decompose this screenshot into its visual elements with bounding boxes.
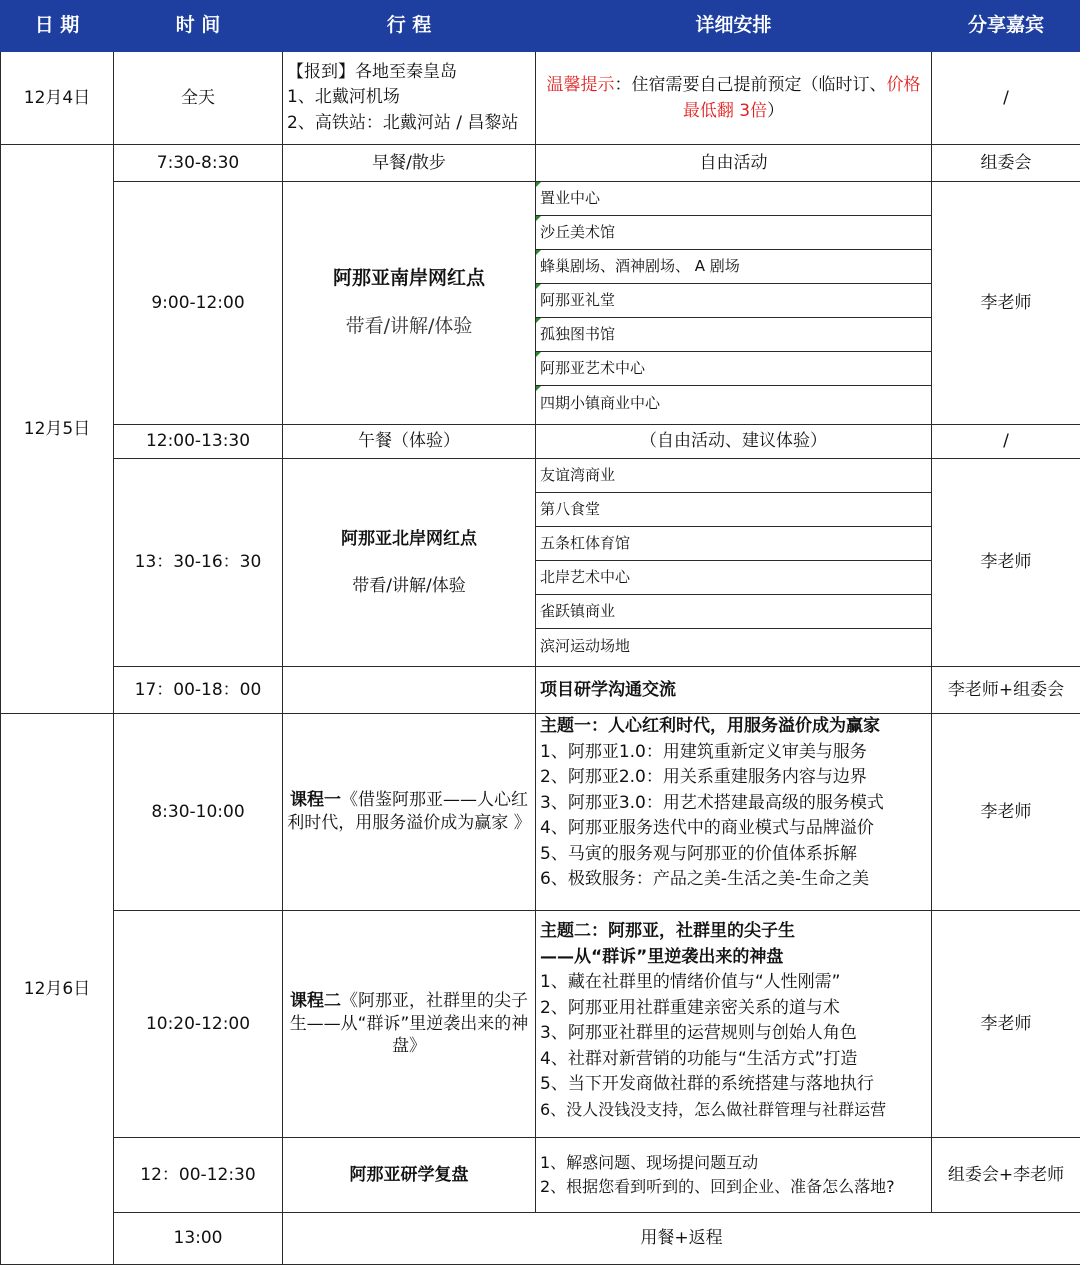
topic-point: 1、阿那亚1.0：用建筑重新定义审美与服务 [540, 741, 867, 762]
list-item [536, 527, 931, 561]
table-row [1, 714, 1080, 911]
itinerary-subtitle: 带看/讲解/体验 [345, 315, 473, 337]
header-date: 日 期 [1, 1, 114, 52]
guest-cell: 李老师 [932, 911, 1080, 1138]
spot-label: 阿那亚艺术中心 [540, 359, 646, 378]
table-row [1, 52, 1080, 145]
spot-list [536, 182, 931, 420]
review-point: 2、根据您看到听到的、回到企业、准备怎么落地? [540, 1177, 895, 1196]
time-cell: 8:30-10:00 [114, 714, 283, 911]
spot-label: 滨河运动场地 [540, 636, 631, 655]
detail-cell [536, 52, 932, 145]
spot-label: 第八食堂 [540, 500, 601, 519]
table-row [1, 1213, 1080, 1265]
topic-point: 3、阿那亚社群里的运营规则与创始人角色 [540, 1023, 857, 1043]
itinerary-cell [283, 714, 536, 911]
list-item [536, 318, 931, 352]
topic-title: 主题一：人心红利时代，用服务溢价成为赢家 [540, 716, 880, 736]
list-item [536, 595, 931, 629]
guest-cell: 组委会 [932, 145, 1080, 182]
reminder-text: ：住宿需要自己提前预定（临时订、 [614, 74, 887, 95]
itinerary-line: 2、高铁站：北戴河站 / 昌黎站 [287, 112, 519, 133]
header-itinerary: 行 程 [283, 1, 536, 52]
topic-point: 5、当下开发商做社群的系统搭建与落地执行 [540, 1074, 874, 1094]
time-cell: 13:00 [114, 1213, 283, 1265]
time-cell: 全天 [114, 52, 283, 145]
time-cell: 17：00-18：00 [114, 667, 283, 714]
itinerary-cell [283, 52, 536, 145]
detail-cell [536, 1138, 932, 1213]
itinerary-line: 1、北戴河机场 [287, 87, 400, 108]
time-cell: 7:30-8:30 [114, 145, 283, 182]
guest-cell: / [932, 425, 1080, 459]
detail-cell: （自由活动、建议体验） [536, 425, 932, 459]
table-row [1, 1138, 1080, 1213]
list-item [536, 493, 931, 527]
list-item [536, 561, 931, 595]
itinerary-cell: 早餐/散步 [283, 145, 536, 182]
topic-point: 4、阿那亚服务迭代中的商业模式与品牌溢价 [540, 818, 874, 838]
reminder-end: ） [767, 101, 785, 121]
itinerary-cell: 阿那亚研学复盘 [283, 1138, 536, 1213]
table-row [1, 911, 1080, 1138]
detail-cell: 自由活动 [536, 145, 932, 182]
course-label: 课程一 [290, 790, 341, 811]
detail-cell [536, 911, 932, 1138]
itinerary-title: 阿那亚南岸网红点 [332, 267, 485, 290]
guest-cell: 李老师 [932, 459, 1080, 667]
time-cell: 10:20-12:00 [114, 911, 283, 1138]
list-item [536, 250, 931, 284]
spot-label: 五条杠体育馆 [540, 534, 631, 553]
header-time: 时 间 [114, 1, 283, 52]
spot-label: 雀跃镇商业 [540, 602, 616, 621]
time-cell: 12：00-12:30 [114, 1138, 283, 1213]
table-row [1, 667, 1080, 714]
itinerary-cell [283, 667, 536, 714]
topic-point: 6、极致服务：产品之美-生活之美-生命之美 [540, 869, 870, 889]
header-guest: 分享嘉宾 [932, 1, 1080, 52]
reminder-price: 价格最低翻 3倍 [682, 74, 921, 121]
table-row [1, 182, 1080, 425]
date-cell: 12月4日 [1, 52, 114, 145]
topic-subtitle: ——从“群诉”里逆袭出来的神盘 [540, 946, 784, 967]
list-item [536, 459, 931, 493]
spot-label: 蜂巢剧场、酒神剧场、 A 剧场 [540, 257, 740, 276]
detail-cell [536, 459, 932, 667]
itinerary-subtitle: 带看/讲解/体验 [352, 575, 466, 596]
table-row [1, 425, 1080, 459]
topic-point: 1、藏在社群里的情绪价值与“人性刚需” [540, 972, 841, 992]
list-item [536, 629, 931, 663]
detail-cell: 项目研学沟通交流 [536, 667, 932, 714]
review-point: 1、解惑问题、现场提问题互动 [540, 1153, 759, 1172]
header-detail: 详细安排 [536, 1, 932, 52]
spot-label: 阿那亚礼堂 [540, 291, 616, 310]
topic-title: 主题二：阿那亚，社群里的尖子生 [540, 921, 795, 941]
topic-point: 2、阿那亚2.0：用关系重建服务内容与边界 [540, 767, 867, 787]
course-title: 《阿那亚，社群里的尖子生——从“群诉”里逆袭出来的神盘》 [289, 990, 529, 1057]
spot-label: 北岸艺术中心 [540, 568, 631, 587]
itinerary-cell [283, 911, 536, 1138]
topic-point: 6、没人没钱没支持，怎么做社群管理与社群运营 [540, 1099, 887, 1119]
spot-label: 孤独图书馆 [540, 325, 616, 344]
list-item [536, 216, 931, 250]
itinerary-title: 阿那亚北岸网红点 [341, 528, 477, 549]
topic-point: 2、阿那亚用社群重建亲密关系的道与术 [540, 997, 840, 1018]
itinerary-line: 【报到】各地至秦皇岛 [287, 61, 457, 82]
itinerary-cell [283, 459, 536, 667]
detail-cell [536, 714, 932, 911]
list-item [536, 386, 931, 420]
list-item [536, 182, 931, 216]
table-row [1, 145, 1080, 182]
itinerary-cell [283, 182, 536, 425]
guest-cell: 李老师+组委会 [932, 667, 1080, 714]
time-cell: 12:00-13:30 [114, 425, 283, 459]
spot-label: 友谊湾商业 [540, 466, 616, 485]
topic-point: 5、马寅的服务观与阿那亚的价值体系拆解 [540, 843, 857, 864]
guest-cell: 李老师 [932, 714, 1080, 911]
time-cell: 9:00-12:00 [114, 182, 283, 425]
guest-cell: 李老师 [932, 182, 1080, 425]
guest-cell: / [932, 52, 1080, 145]
course-title: 《借鉴阿那亚——人心红利时代，用服务溢价成为赢家 》 [287, 790, 531, 833]
topic-point: 3、阿那亚3.0：用艺术搭建最高级的服务模式 [540, 792, 884, 813]
reminder-label: 温馨提示 [546, 74, 615, 95]
table-row [1, 459, 1080, 667]
guest-cell: 组委会+李老师 [932, 1138, 1080, 1213]
spot-list [536, 459, 931, 663]
spot-label: 沙丘美术馆 [540, 223, 616, 242]
topic-point: 4、社群对新营销的功能与“生活方式”打造 [540, 1048, 858, 1069]
list-item [536, 284, 931, 318]
time-cell: 13：30-16：30 [114, 459, 283, 667]
header-row [1, 1, 1080, 52]
spot-label: 置业中心 [540, 189, 601, 208]
itinerary-cell: 午餐（体验） [283, 425, 536, 459]
list-item [536, 352, 931, 386]
detail-cell: 用餐+返程 [283, 1213, 1080, 1265]
detail-cell [536, 182, 932, 425]
date-cell: 12月5日 [1, 145, 114, 714]
course-label: 课程二 [290, 990, 341, 1011]
spot-label: 四期小镇商业中心 [540, 393, 661, 412]
date-cell: 12月6日 [1, 714, 114, 1265]
